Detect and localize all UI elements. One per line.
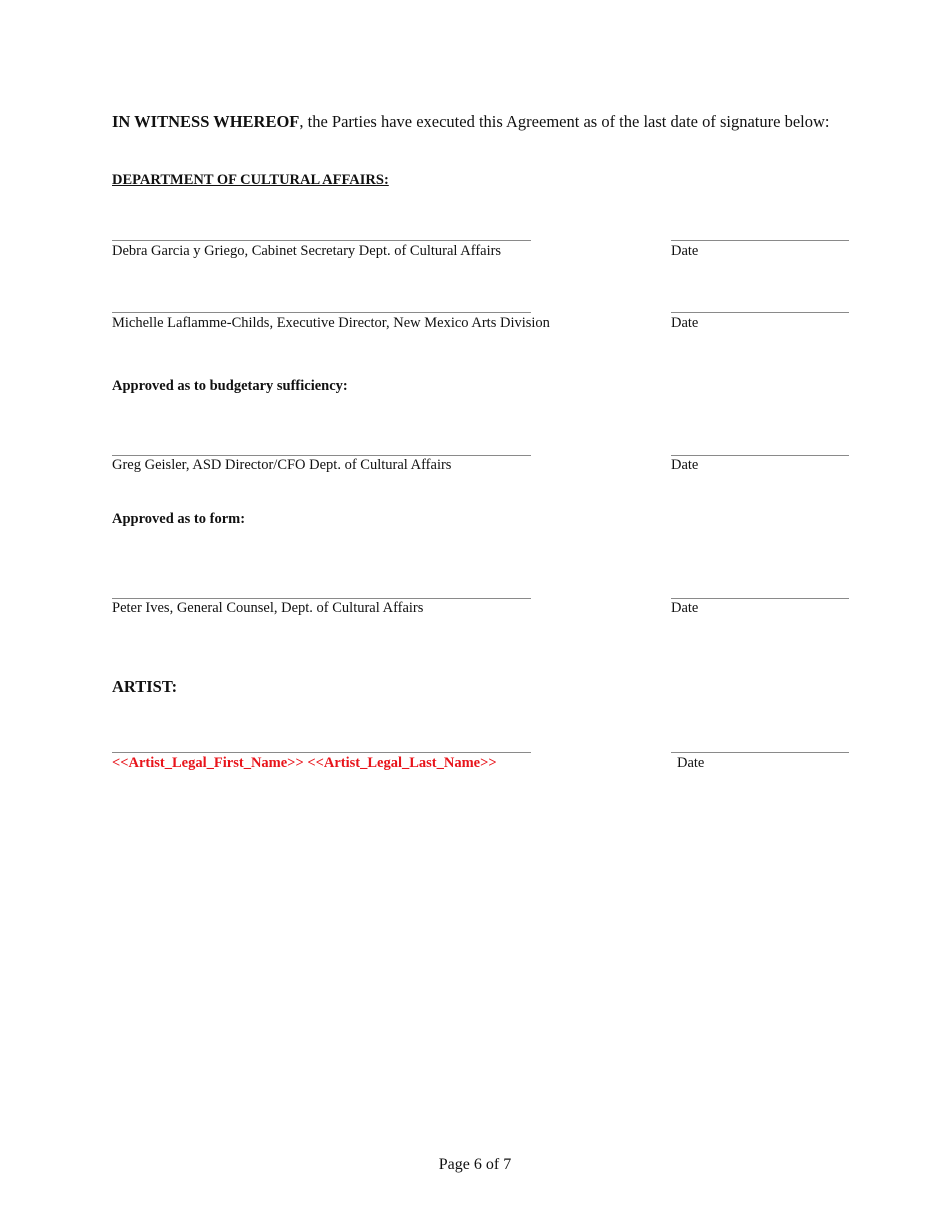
signer-cabinet-secretary: Debra Garcia y Griego, Cabinet Secretary Dept. of Cultural Affairs [112,243,502,259]
date-label-cfo: Date [671,457,699,473]
artist-heading: ARTIST: [112,677,178,696]
signer-general-counsel: Peter Ives, General Counsel, Dept. of Cultural Affairs [112,600,424,616]
approved-form-heading: Approved as to form: [112,511,246,527]
department-heading: DEPARTMENT OF CULTURAL AFFAIRS: [112,172,389,188]
date-label-artist: Date [677,755,705,771]
approved-budget-heading: Approved as to budgetary sufficiency: [112,378,348,394]
witness-statement [112,111,872,133]
witness-rest: , the Parties have executed this Agreement as of the last date of signature below: [299,112,830,131]
witness-bold-phrase: IN WITNESS WHEREOF [112,112,300,131]
signer-artist-placeholder: <<Artist_Legal_First_Name>> <<Artist_Legal_Last_Name>> [112,755,497,771]
date-label-executive-director: Date [671,315,699,331]
date-label-cabinet-secretary: Date [671,243,699,259]
date-label-general-counsel: Date [671,600,699,616]
page-number-footer: Page 6 of 7 [438,1156,512,1173]
signer-cfo: Greg Geisler, ASD Director/CFO Dept. of Cultural Affairs [112,457,452,473]
signer-executive-director: Michelle Laflamme-Childs, Executive Director, New Mexico Arts Division [112,315,550,331]
